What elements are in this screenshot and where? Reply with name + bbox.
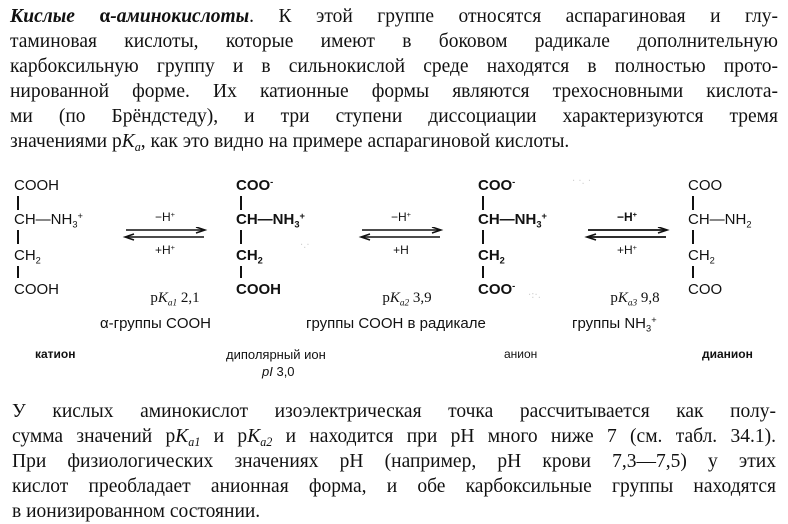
conclusion-line-2-a: сумма значений p — [12, 426, 176, 447]
dianion-ch2-text: CH — [688, 247, 710, 264]
anion-ch2-text: CH — [478, 247, 500, 264]
zwitterion-ch-text: CH—NH — [236, 211, 295, 228]
step3-forward-text: −H — [616, 210, 633, 224]
dianion-ch-text: CH—NH — [688, 211, 747, 228]
step2-pka — [352, 290, 462, 307]
heading-suffix: -аминокислоты — [110, 6, 250, 27]
conclusion-line-2-and: и p — [200, 426, 248, 447]
step3-group-sup: + — [651, 314, 657, 325]
step3-group-text: группы NH — [572, 315, 647, 332]
step2-forward-sup: + — [406, 209, 412, 219]
step1-pka-value: 2,1 — [180, 290, 200, 306]
step1-pka — [120, 290, 230, 307]
heading-prefix: Кислые — [10, 6, 100, 27]
cation-top-group: COOH — [14, 177, 59, 194]
step3-back-sup: + — [632, 242, 638, 252]
zwitterion-top-text: COO — [236, 177, 271, 194]
anion-label: анион — [504, 347, 538, 361]
anion-bond-2 — [482, 230, 484, 244]
conclusion-line-2-b: и находится при pH много ниже 7 (см. табл. 34.1). — [272, 426, 776, 447]
zwitterion-pi-value: 3,0 — [276, 364, 295, 379]
dianion-bond-1 — [692, 196, 694, 210]
zwitterion-ch2-sub: 2 — [257, 255, 263, 266]
anion-bottom-text: COO — [478, 281, 513, 298]
anion-ch-sub: 3 — [536, 219, 542, 230]
zwitterion-ch-sub: 3 — [294, 219, 300, 230]
dianion-ch2-group — [688, 247, 715, 266]
scan-speck-3: ·:·. — [528, 290, 541, 301]
anion-bond-3 — [482, 266, 484, 278]
cation-ch2-sub: 2 — [35, 255, 41, 266]
zwitterion-structure — [236, 178, 346, 303]
dianion-bond-3 — [692, 266, 694, 278]
conclusion-paragraph — [12, 399, 776, 524]
cation-label: катион — [35, 347, 76, 361]
intro-line-3: карбоксильную группу и в сильнокислой среде находятся в полностью прото- — [10, 56, 778, 77]
cation-bottom-group: COOH — [14, 281, 59, 298]
intro-line-6-b: , как это видно на примере аспарагиновой кислоты. — [140, 131, 570, 152]
dianion-bond-2 — [692, 230, 694, 244]
step1-equilibrium-arrow — [120, 227, 210, 241]
step1-forward-text: −H — [154, 210, 171, 224]
intro-paragraph — [10, 4, 778, 154]
pka1-sub: a1 — [188, 435, 201, 450]
zwitterion-bond-2 — [240, 230, 242, 244]
step2-pka-p: p — [382, 290, 390, 306]
step2-forward-text: −H — [390, 210, 407, 224]
cation-ch-sub: 3 — [72, 219, 78, 230]
dianion-ch2-sub: 2 — [709, 255, 715, 266]
zwitterion-top-group — [236, 178, 273, 193]
scan-speck-2: · ·. · — [572, 176, 592, 187]
anion-ch-text: CH—NH — [478, 211, 537, 228]
cation-ch-group — [14, 210, 83, 230]
anion-ch-group — [478, 210, 547, 230]
intro-line-2: таминовая кислоты, которые имеют в боковом радикале дополнительную — [10, 31, 778, 52]
step1-forward-sup: + — [170, 209, 176, 219]
zwitterion-bottom-group: COOH — [236, 281, 281, 298]
step3-back-text: +H — [616, 243, 633, 257]
step2-pka-sub: a2 — [399, 298, 410, 309]
step3-pka-sub: a3 — [627, 298, 638, 309]
anion-top-group — [478, 178, 515, 193]
intro-line-6 — [10, 129, 778, 154]
dianion-ch-sub: 2 — [746, 219, 752, 230]
anion-ch2-group — [478, 247, 505, 266]
intro-line-5: ми (по Брёндстеду), и три ступени диссоциации характеризуются тремя — [10, 106, 778, 127]
cation-bond-2 — [17, 230, 19, 244]
zwitterion-pi-label: pI — [262, 364, 273, 379]
cation-structure — [14, 178, 114, 303]
step1-pka-sub: a1 — [167, 298, 178, 309]
step1-pka-k: K — [157, 290, 168, 306]
cation-bond-3 — [17, 266, 19, 278]
step3-forward-label — [582, 210, 672, 224]
pka2-k: K — [247, 426, 261, 447]
step3-pka-value: 9,8 — [640, 290, 660, 306]
conclusion-line-1: У кислых аминокислот изоэлектрическая точка рассчитывается как полу- — [12, 401, 776, 422]
anion-bond-1 — [482, 196, 484, 210]
conclusion-line-3: При физиологических значениях pH (например, pH крови 7,3—7,5) у этих — [12, 451, 776, 472]
dianion-top-group: COO — [688, 177, 723, 194]
anion-ch-sup: + — [541, 210, 547, 221]
cation-ch-sup: + — [77, 210, 83, 221]
step1-group: α-группы COOH — [100, 315, 212, 332]
zwitterion-ch-group — [236, 210, 305, 230]
step3-pka-p: p — [610, 290, 618, 306]
step3-arrows — [582, 210, 672, 260]
step3-pka-k: K — [617, 290, 628, 306]
anion-ch2-sub: 2 — [499, 255, 505, 266]
step1-back-sup: + — [170, 242, 176, 252]
anion-bottom-group — [478, 282, 515, 297]
cation-ch-text: CH—NH — [14, 211, 73, 228]
step2-equilibrium-arrow — [356, 227, 446, 241]
step2-back-label: +H — [393, 243, 409, 257]
step3-forward-sup: + — [632, 209, 638, 219]
conclusion-line-4: кислот преобладает анионная форма, и обе карбоксильные группы находятся — [12, 476, 776, 497]
pka1-k: K — [175, 426, 189, 447]
anion-top-sup: - — [512, 176, 516, 187]
pka-k: K — [121, 131, 135, 152]
section-heading — [10, 6, 249, 27]
step3-group — [572, 315, 657, 332]
cation-ch2-group — [14, 247, 41, 266]
step3-group-sub: 3 — [646, 323, 652, 334]
intro-line-1-rest: . К этой группе относятся аспарагиновая и глу- — [249, 6, 778, 27]
intro-line-4: нированной форме. Их катионные формы являются трехосновными кислота- — [10, 81, 778, 102]
anion-top-text: COO — [478, 177, 513, 194]
dissociation-scheme — [0, 170, 788, 382]
heading-alpha: α — [99, 6, 111, 27]
zwitterion-bond-1 — [240, 196, 242, 210]
conclusion-line-2 — [12, 424, 776, 449]
step2-pka-value: 3,9 — [412, 290, 432, 306]
zwitterion-pi — [262, 364, 295, 379]
scan-speck-1: ·.· — [300, 240, 310, 251]
step1-back-text: +H — [154, 243, 171, 257]
anion-bottom-sup: - — [512, 280, 516, 291]
dianion-bottom-group: COO — [688, 281, 723, 298]
step1-pka-p: p — [150, 290, 158, 306]
intro-line-6-a: значениями p — [10, 131, 122, 152]
conclusion-line-5: в ионизированном состоянии. — [12, 501, 261, 522]
step3-pka — [580, 290, 690, 307]
intro-line-1 — [10, 4, 778, 29]
step1-back-label — [120, 243, 210, 257]
pka-sub: a — [134, 140, 141, 155]
dianion-structure — [688, 178, 784, 303]
zwitterion-ch2-group — [236, 247, 263, 266]
zwitterion-top-sup: - — [270, 176, 274, 187]
zwitterion-label: диполярный ион — [226, 347, 326, 362]
step3-equilibrium-arrow — [582, 227, 672, 241]
step2-pka-k: K — [389, 290, 400, 306]
pka2-sub: a2 — [260, 435, 273, 450]
step2-forward-label — [356, 210, 446, 224]
zwitterion-ch2-text: CH — [236, 247, 258, 264]
step1-forward-label — [120, 210, 210, 224]
step2-group: группы COOH в радикале — [306, 315, 486, 332]
zwitterion-ch-sup: + — [299, 210, 305, 221]
cation-ch2-text: CH — [14, 247, 36, 264]
step1-arrows — [120, 210, 210, 260]
cation-bond-1 — [17, 196, 19, 210]
zwitterion-bond-3 — [240, 266, 242, 278]
dianion-ch-group — [688, 211, 752, 230]
step3-back-label — [582, 243, 672, 257]
step2-arrows — [356, 210, 446, 260]
dianion-label: дианион — [702, 347, 753, 361]
anion-structure — [478, 178, 588, 303]
